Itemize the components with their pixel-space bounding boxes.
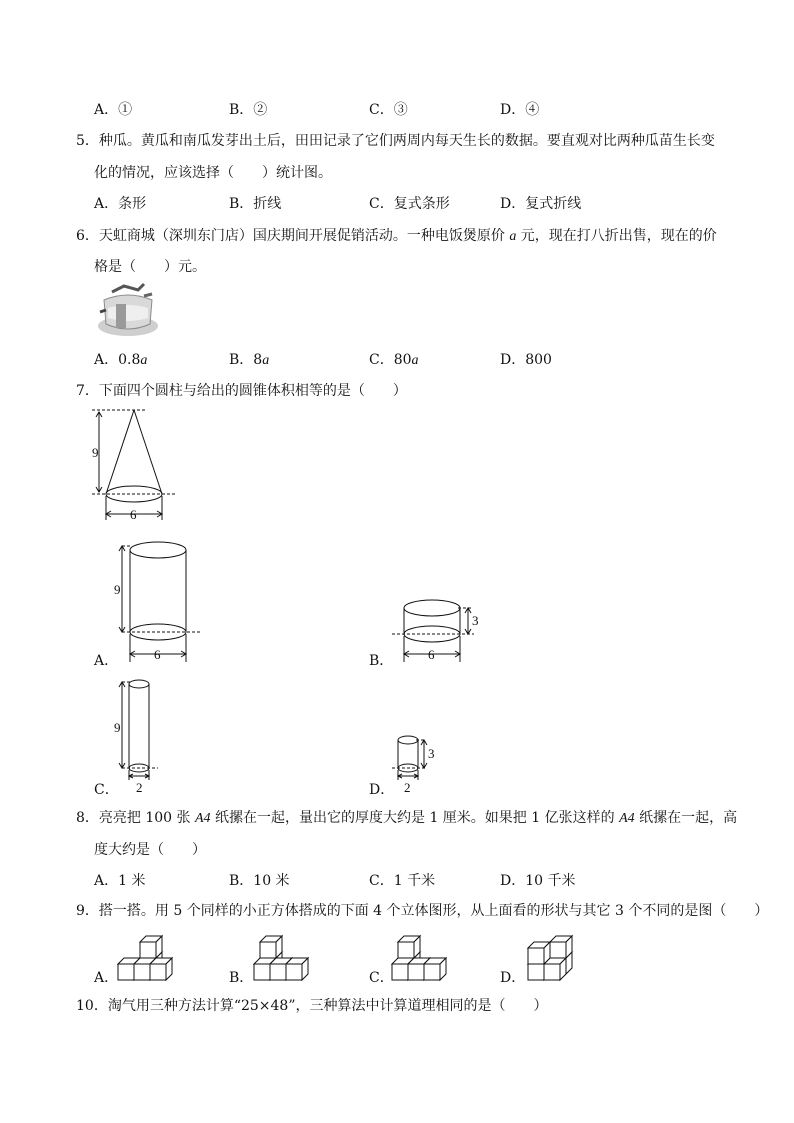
q4-option-d[interactable]	[500, 100, 539, 120]
cylinder-b-figure	[392, 596, 492, 666]
q5-stem-line2: 化的情况，应该选择（ ）统计图。	[94, 165, 332, 181]
unit-cube	[140, 936, 162, 958]
cube-stack-a-figure	[114, 928, 194, 980]
cone-diameter-label: 6	[130, 507, 137, 522]
q4-option-b[interactable]	[229, 100, 267, 120]
q7-option-d[interactable]: D．	[369, 782, 395, 798]
cylinder-c-height-label: 9	[114, 720, 121, 735]
option-text: 折线	[253, 196, 282, 212]
option-letter: B．	[229, 352, 254, 368]
q8-stem-line2: 度大约是（ ）	[94, 842, 206, 858]
q8-paper-size: A4	[619, 811, 635, 826]
q6-stem-line1	[76, 226, 717, 247]
option-letter: A．	[94, 873, 119, 889]
cone-figure	[90, 404, 190, 526]
cube-stack-c-figure	[388, 928, 468, 980]
cylinder-d-height-label: 3	[428, 746, 435, 761]
q8-stem-line1	[76, 808, 737, 829]
unit-cube	[260, 936, 282, 958]
option-text: 1 千米	[393, 873, 436, 889]
q5-option-b[interactable]	[229, 194, 281, 214]
unit-cube	[550, 936, 572, 958]
option-text: 条形	[118, 196, 147, 212]
option-letter: A．	[94, 352, 119, 368]
cylinder-d-diameter-label: 2	[404, 780, 411, 795]
option-text: ②	[253, 102, 268, 118]
cylinder-c-diameter-label: 2	[136, 780, 143, 795]
q5-option-c[interactable]	[369, 194, 450, 214]
option-text: 复式条形	[393, 196, 450, 212]
rice-cooker-image	[94, 282, 160, 340]
option-variable: a	[262, 353, 270, 368]
option-letter: B．	[229, 873, 254, 889]
cylinder-d-figure	[392, 732, 452, 798]
option-number: 0.8	[118, 352, 141, 368]
q7-stem: 7．下面四个圆柱与给出的圆锥体积相等的是（ ）	[76, 383, 407, 399]
q6-option-a[interactable]	[94, 350, 147, 371]
q8-paper-size: A4	[194, 811, 211, 826]
option-text: 10 米	[253, 873, 290, 889]
q6-option-d[interactable]	[500, 350, 552, 370]
option-text: 1 米	[118, 873, 146, 889]
q6-text: 元，现在打八折出售，现在的价	[516, 228, 717, 244]
q8-option-d[interactable]	[500, 871, 576, 891]
q5-stem-line1: 5．种瓜。黄瓜和南瓜发芽出土后，田田记录了它们两周内每天生长的数据。要直观对比两种瓜苗生长变	[76, 133, 715, 149]
cube-stack-b-figure	[250, 928, 330, 980]
q7-option-a[interactable]: A．	[94, 653, 119, 669]
q8-option-b[interactable]	[229, 871, 290, 891]
option-text: ①	[118, 102, 133, 118]
q8-option-a[interactable]	[94, 871, 145, 891]
option-letter: C．	[369, 352, 394, 368]
option-number: 8	[253, 352, 263, 368]
q8-text: 纸摞在一起，高	[634, 810, 738, 826]
cylinder-a-diameter-label: 6	[154, 647, 161, 662]
unit-cube	[286, 958, 308, 980]
unit-cube	[150, 958, 172, 980]
q4-option-c[interactable]	[369, 100, 408, 120]
q8-option-c[interactable]	[369, 871, 435, 891]
option-variable: a	[140, 353, 148, 368]
cube-stack-d-figure	[524, 928, 604, 980]
option-letter: C．	[369, 196, 394, 212]
option-letter: A．	[94, 196, 119, 212]
option-letter: C．	[369, 102, 394, 118]
q8-text: 纸摞在一起，量出它的厚度大约是 1 厘米。如果把 1 亿张这样的	[210, 810, 620, 826]
q9-option-a[interactable]: A．	[94, 970, 119, 986]
q7-option-b[interactable]: B．	[369, 653, 394, 669]
cylinder-b-height-label: 3	[472, 613, 479, 628]
cylinder-a-figure	[110, 538, 210, 666]
option-letter: D．	[500, 102, 526, 118]
q5-option-d[interactable]	[500, 194, 581, 214]
unit-cube	[398, 936, 420, 958]
cone-height-label: 9	[92, 445, 99, 460]
option-letter: D．	[500, 352, 526, 368]
option-number: 80	[393, 352, 412, 368]
cylinder-c-figure	[110, 676, 170, 798]
q8-text: 8．亮亮把 100 张	[76, 810, 195, 826]
option-number: 800	[525, 352, 552, 368]
option-letter: B．	[229, 102, 254, 118]
unit-cube	[424, 958, 446, 980]
q6-variable: a	[509, 229, 517, 244]
option-text: 10 千米	[525, 873, 576, 889]
q10-stem: 10．淘气用三种方法计算“25×48”，三种算法中计算道理相同的是（ ）	[76, 998, 548, 1014]
option-letter: C．	[369, 873, 394, 889]
option-letter: D．	[500, 873, 526, 889]
q5-option-a[interactable]	[94, 194, 146, 214]
q6-option-c[interactable]	[369, 350, 419, 371]
option-letter: B．	[229, 196, 254, 212]
q4-option-a[interactable]	[94, 100, 132, 120]
cylinder-b-diameter-label: 6	[428, 647, 435, 662]
unit-cube	[528, 942, 550, 964]
q9-option-d[interactable]: D．	[500, 970, 526, 986]
q9-option-c[interactable]: C．	[369, 970, 394, 986]
q6-stem-line2: 格是（ ）元。	[94, 259, 206, 275]
cylinder-a-height-label: 9	[114, 582, 121, 597]
option-text: ④	[525, 102, 540, 118]
q7-option-c[interactable]: C．	[94, 782, 119, 798]
q6-option-b[interactable]	[229, 350, 269, 371]
option-letter: A．	[94, 102, 119, 118]
option-letter: D．	[500, 196, 526, 212]
q9-stem: 9．搭一搭。用 5 个同样的小正方体搭成的下面 4 个立体图形，从上面看的形状与其它 3 个不同的是图（ ）	[76, 903, 769, 919]
q6-text: 6．天虹商城（深圳东门店）国庆期间开展促销活动。一种电饭煲原价	[76, 228, 510, 244]
option-text: 复式折线	[525, 196, 582, 212]
option-text: ③	[393, 102, 408, 118]
option-variable: a	[411, 353, 419, 368]
q9-option-b[interactable]: B．	[229, 970, 254, 986]
